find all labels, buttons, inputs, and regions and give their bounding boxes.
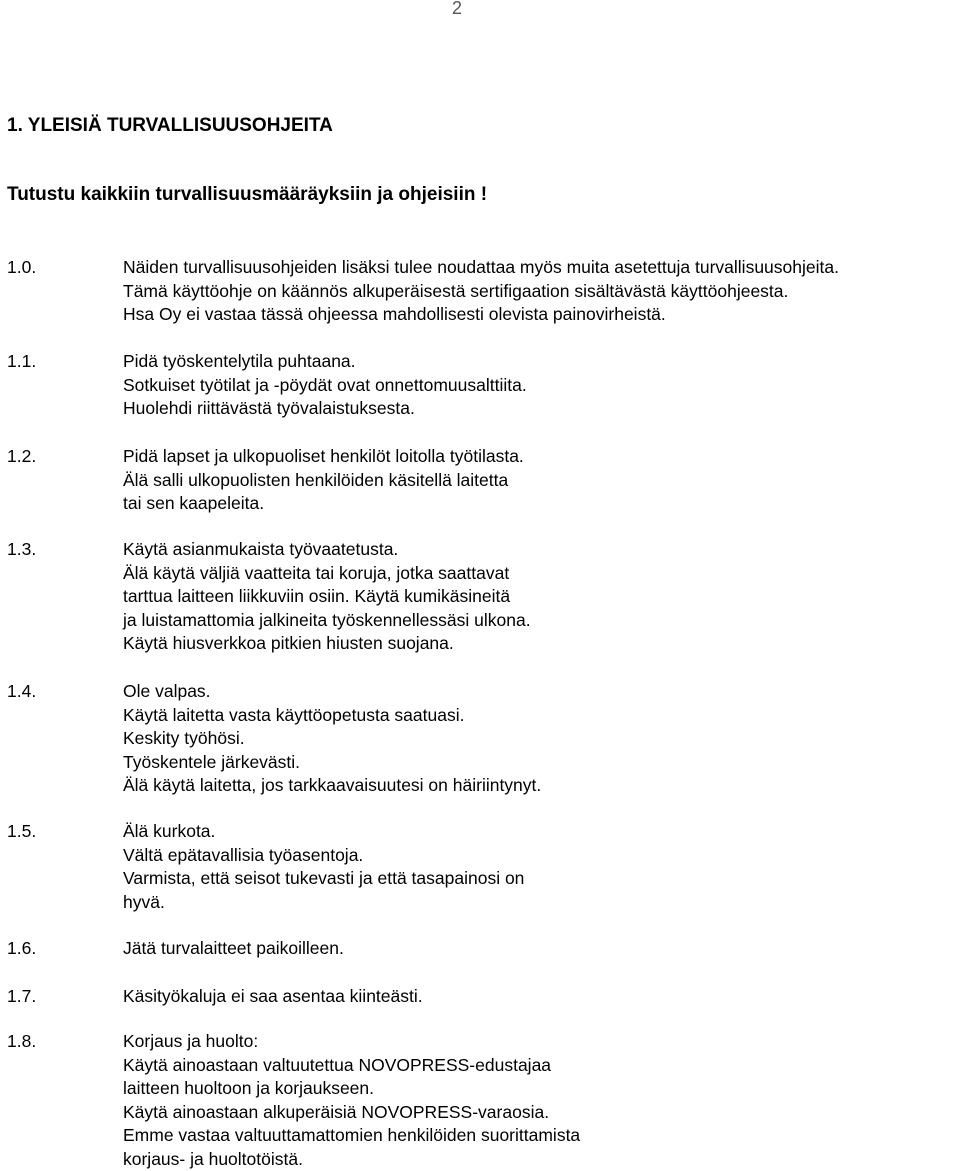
text-line: Näiden turvallisuusohjeiden lisäksi tulee noudattaa myös muita asetettuja turvallisuusohjeita. bbox=[123, 257, 839, 277]
section-number: 1.7. bbox=[7, 986, 37, 1006]
text-line: tarttua laitteen liikkuviin osiin. Käytä kumikäsineitä bbox=[123, 586, 511, 606]
section-text bbox=[123, 350, 527, 421]
text-line: Älä salli ulkopuolisten henkilöiden käsitellä laitetta bbox=[123, 469, 509, 490]
text-line: Käytä asianmukaista työvaatetusta. bbox=[123, 539, 399, 559]
text-line: Älä käytä laitetta, jos tarkkaavaisuutesi on häiriintynyt. bbox=[123, 775, 542, 795]
text-line: Korjaus ja huolto: bbox=[123, 1031, 259, 1051]
text-line: ja luistamattomia jalkineita työskennellessäsi ulkona. bbox=[123, 609, 531, 630]
section-text bbox=[123, 680, 541, 798]
text-line: Käytä laitetta vasta käyttöopetusta saatuasi. bbox=[123, 704, 465, 725]
text-line: Varmista, että seisot tukevasti ja että tasapainosi on bbox=[123, 868, 525, 888]
text-line: Käytä hiusverkkoa pitkien hiusten suojana. bbox=[123, 633, 454, 653]
section-text bbox=[123, 1030, 580, 1171]
subheading: Tutustu kaikkiin turvallisuusmääräyksiin ja ohjeisiin ! bbox=[7, 184, 488, 205]
section-text bbox=[123, 256, 839, 327]
text-line: Tämä käyttöohje on käännös alkuperäisestä sertifigaation sisältävästä käyttöohjeesta. bbox=[123, 280, 789, 301]
section-number: 1.1. bbox=[7, 351, 37, 371]
section-number: 1.6. bbox=[7, 938, 37, 958]
section-number: 1.8. bbox=[7, 1031, 37, 1051]
section-text bbox=[123, 538, 531, 656]
text-line: Pidä työskentelytila puhtaana. bbox=[123, 351, 356, 371]
text-line: Emme vastaa valtuuttamattomien henkilöiden suorittamista bbox=[123, 1125, 581, 1145]
text-line: tai sen kaapeleita. bbox=[123, 493, 265, 513]
text-line: Käytä ainoastaan valtuutettua NOVOPRESS-edustajaa bbox=[123, 1054, 552, 1075]
section-text bbox=[123, 445, 524, 516]
text-line: Sotkuiset työtilat ja -pöydät ovat onnettomuusalttiita. bbox=[123, 374, 527, 395]
text-line: laitteen huoltoon ja korjaukseen. bbox=[123, 1078, 375, 1098]
text-line: Älä käytä väljiä vaatteita tai koruja, jotka saattavat bbox=[123, 562, 510, 583]
section-number: 1.0. bbox=[7, 257, 37, 277]
text-line: hyvä. bbox=[123, 891, 165, 912]
section-text bbox=[123, 820, 524, 914]
text-line: Käsityökaluja ei saa asentaa kiinteästi. bbox=[123, 986, 423, 1006]
text-line: Työskentele järkevästi. bbox=[123, 751, 301, 772]
text-line: Huolehdi riittävästä työvalaistuksesta. bbox=[123, 398, 415, 418]
text-line: korjaus- ja huoltotöistä. bbox=[123, 1148, 303, 1169]
text-line: Jätä turvalaitteet paikoilleen. bbox=[123, 938, 344, 958]
page-number: 2 bbox=[452, 0, 463, 18]
text-line: Ole valpas. bbox=[123, 681, 211, 701]
section-number: 1.2. bbox=[7, 446, 37, 466]
section-number: 1.4. bbox=[7, 681, 37, 701]
text-line: Vältä epätavallisia työasentoja. bbox=[123, 844, 364, 865]
section-text bbox=[123, 985, 423, 1009]
text-line: Pidä lapset ja ulkopuoliset henkilöt loitolla työtilasta. bbox=[123, 446, 524, 466]
section-number: 1.5. bbox=[7, 821, 37, 841]
section-text bbox=[123, 937, 344, 961]
text-line: Keskity työhösi. bbox=[123, 728, 245, 748]
section-heading: 1. YLEISIÄ TURVALLISUUSOHJEITA bbox=[7, 115, 333, 136]
text-line: Hsa Oy ei vastaa tässä ohjeessa mahdollisesti olevista painovirheistä. bbox=[123, 304, 666, 324]
text-line: Käytä ainoastaan alkuperäisiä NOVOPRESS-varaosia. bbox=[123, 1101, 550, 1122]
section-number: 1.3. bbox=[7, 539, 37, 559]
text-line: Älä kurkota. bbox=[123, 821, 216, 841]
